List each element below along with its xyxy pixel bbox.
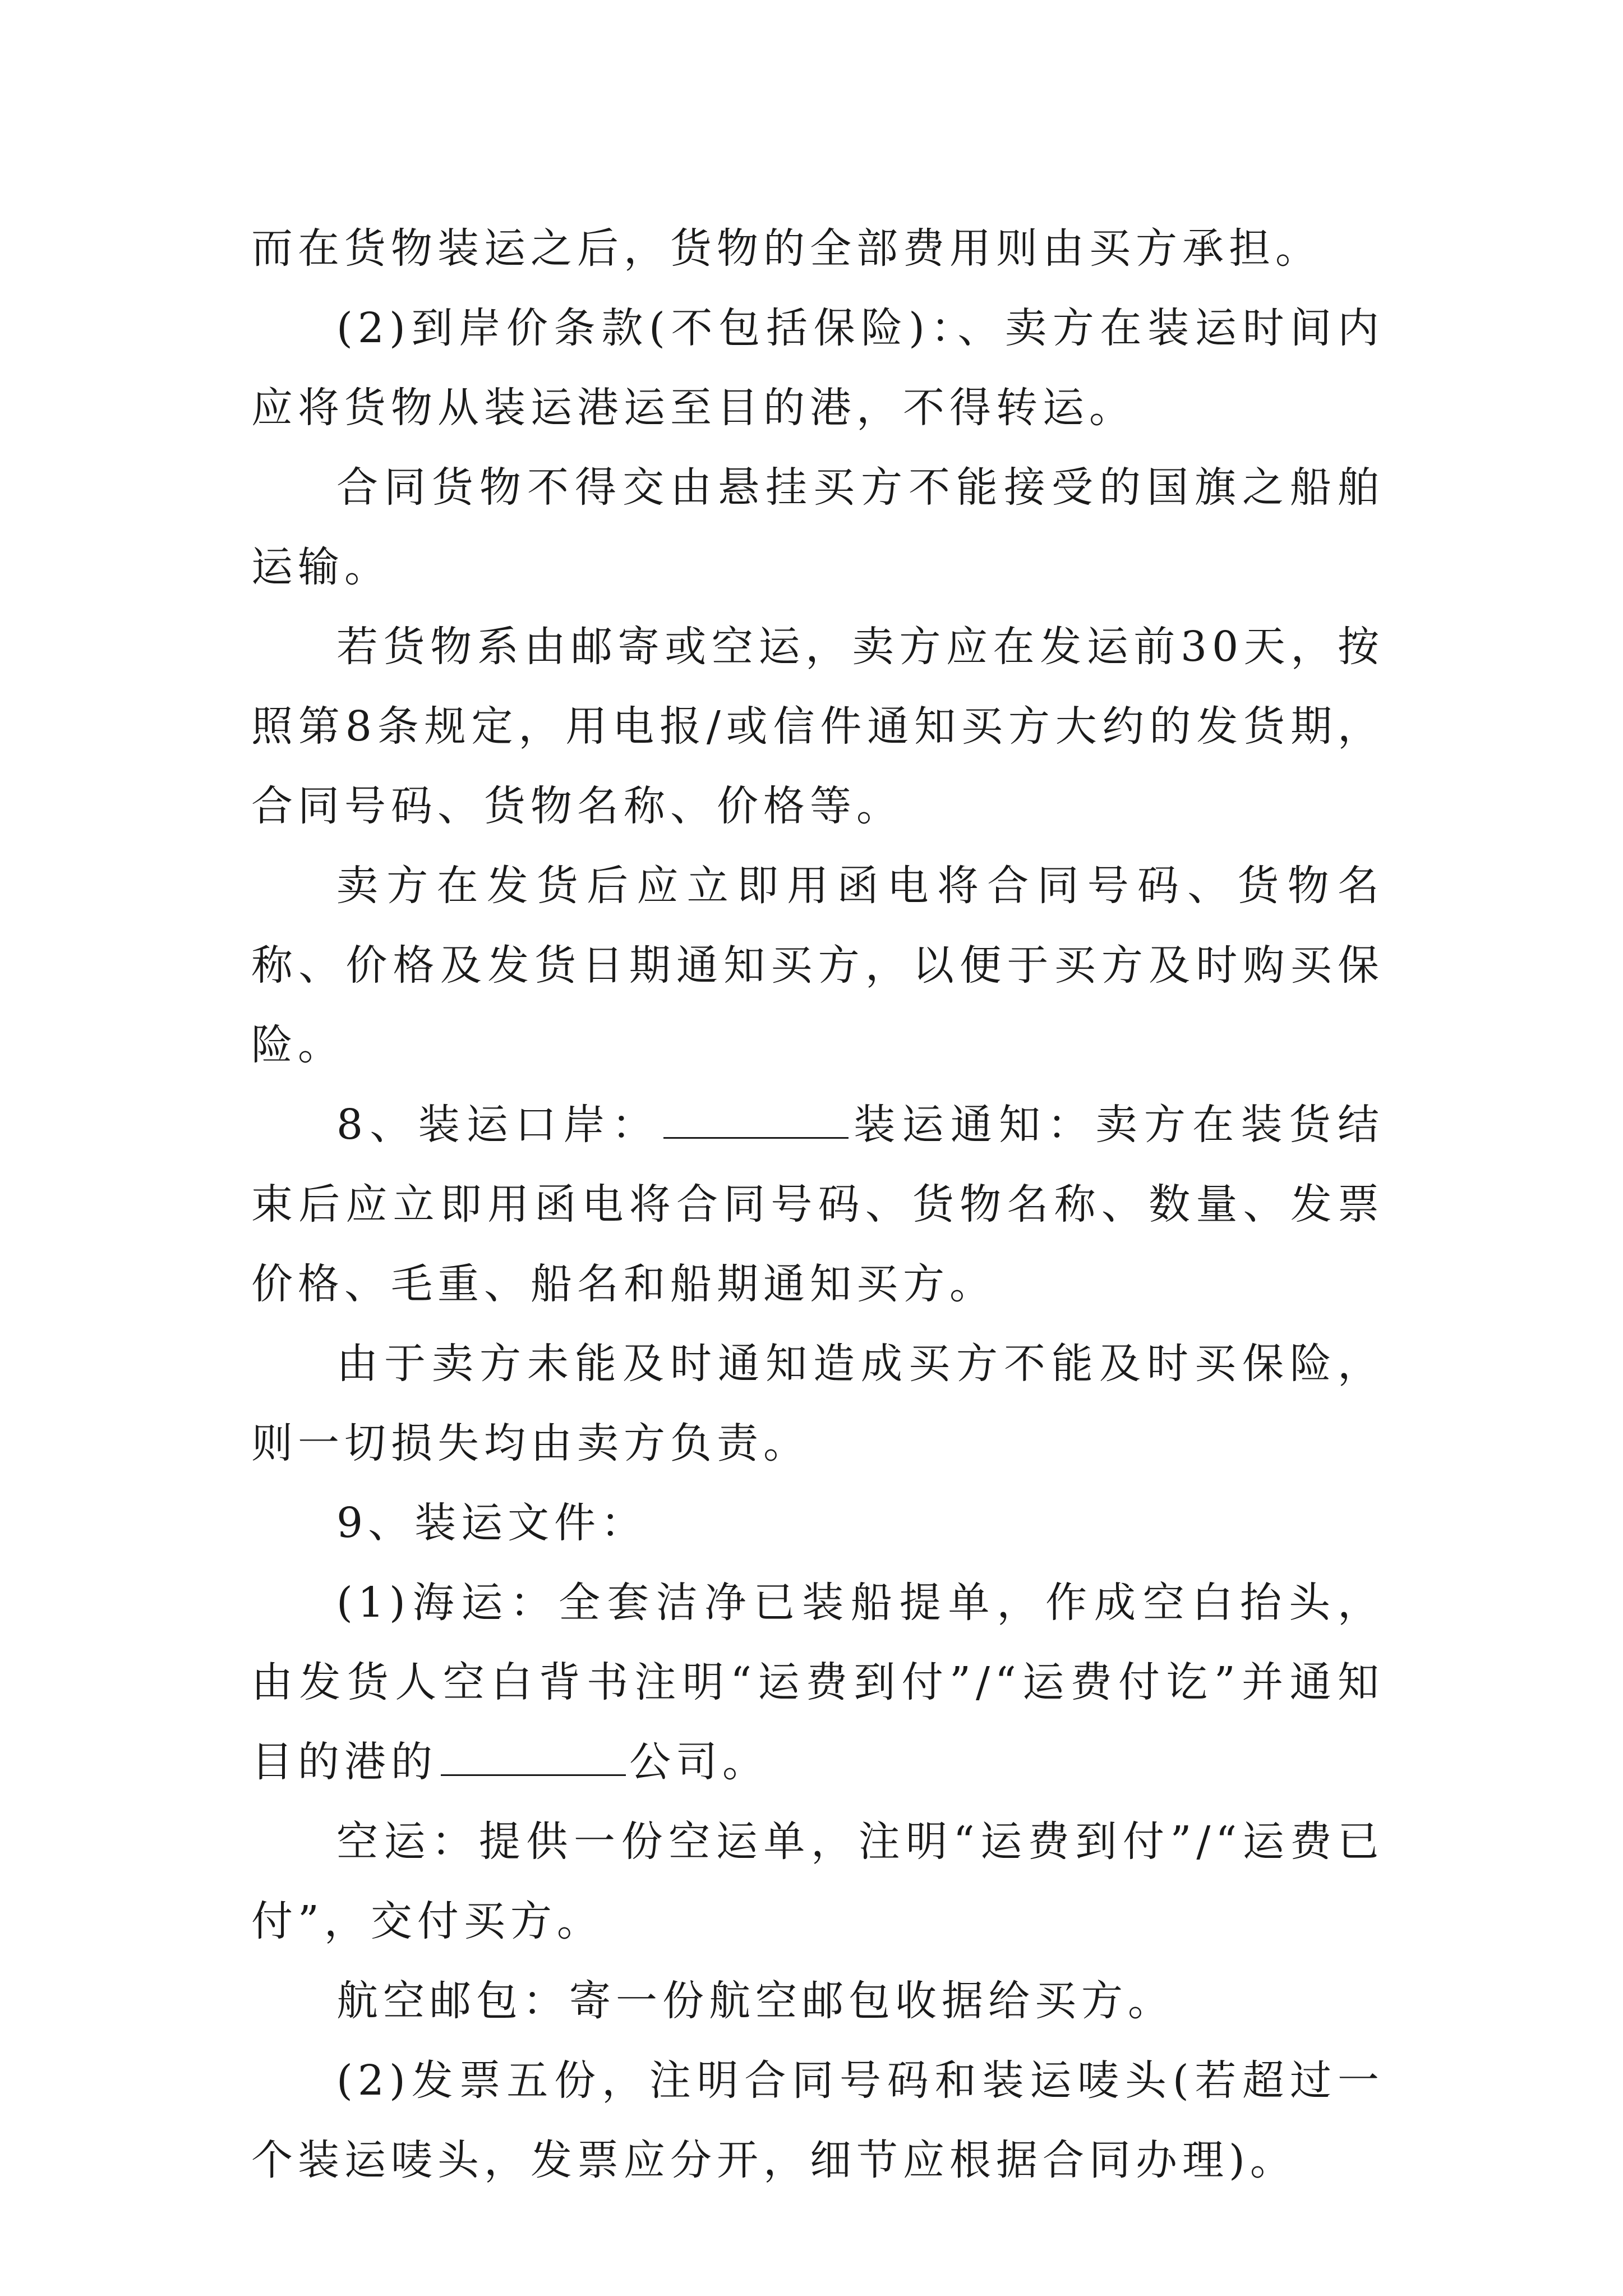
paragraph-invoice: (2)发票五份，注明合同号码和装运唛头(若超过一个装运唛头，发票应分开，细节应根据合同办理)。	[251, 2056, 1384, 2184]
paragraph-cif-clause: (2)到岸价条款(不包括保险)：、卖方在装运时间内应将货物从装运港运至目的港，不得转运。	[251, 304, 1384, 432]
paragraph-seller-liability: 由于卖方未能及时通知造成买方不能及时买保险，则一切损失均由卖方负责。	[251, 1340, 1384, 1467]
paragraph-flag-restriction: 合同货物不得交由悬挂买方不能接受的国旗之船舶运输。	[251, 463, 1384, 591]
loading-port-blank	[663, 1134, 849, 1139]
paragraph-shipment-notice: 卖方在发货后应立即用函电将合同号码、货物名称、价格及发货日期通知买方，以便于买方及时购买保险。	[251, 862, 1384, 1069]
loading-port-label: 8、装运口岸：	[336, 1101, 660, 1149]
destination-company-blank	[441, 1771, 626, 1776]
paragraph-continuation: 而在货物装运之后，货物的全部费用则由买方承担。	[251, 224, 1322, 273]
ocean-bill-suffix: 公司。	[629, 1738, 769, 1786]
shipping-advice-text: 装运通知：卖方在装货结束后应立即用函电将合同号码、货物名称、数量、发票价格、毛重、船名和船期通知买方。	[251, 1101, 1384, 1308]
paragraph-loading-port	[251, 1085, 1384, 1324]
paragraph-air-parcel: 航空邮包：寄一份航空邮包收据给买方。	[336, 1977, 1174, 2025]
ocean-bill-text: (1)海运：全套洁净已装船提单，作成空白抬头，由发货人空白背书注明“运费到付”/“运费付讫”并通知目的港的	[251, 1579, 1384, 1786]
paragraph-airway-bill: 空运：提供一份空运单，注明“运费到付”/“运费已付”，交付买方。	[251, 1818, 1384, 1945]
section-heading-shipping-documents: 9、装运文件：	[336, 1499, 648, 1547]
paragraph-mail-air-notice: 若货物系由邮寄或空运，卖方应在发运前30天，按照第8条规定，用电报/或信件通知买方大约的发货期，合同号码、货物名称、价格等。	[251, 623, 1384, 830]
document-body	[251, 209, 1384, 2200]
paragraph-ocean-bill	[251, 1563, 1384, 1802]
